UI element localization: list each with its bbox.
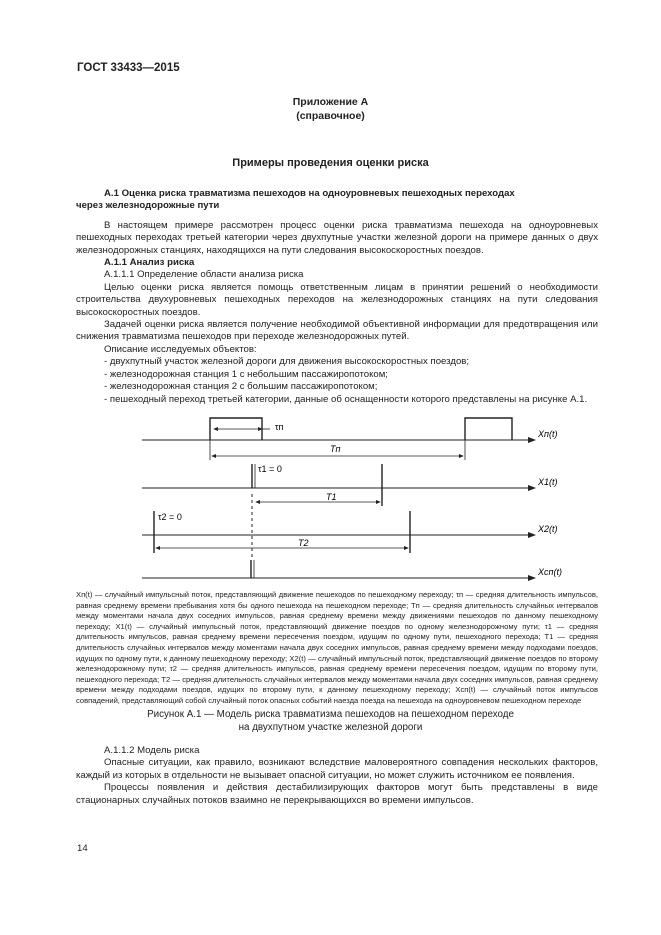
paragraph: Опасные ситуации, как правило, возникают вследствие маловероятного совпадения нескольких факторов, каждый из которых в отдельности не вызывает опасной ситуации, но может служить источником ее появления. (76, 757, 598, 781)
paragraph: В настоящем примере рассмотрен процесс оценки риска травматизма пешехода на одноуровневых пешеходных переходах третьей категории через двухпутные участки железной дороги на примере данных о двух железнодорожных станциях, находящихся на пути следования высокоскоростных поездов. (76, 219, 598, 256)
tau1-label: τ1 = 0 (258, 464, 282, 474)
section-a1-heading-line2: через железнодорожные пути (76, 200, 220, 212)
list-item: - двухпутный участок железной дороги для движения высокоскоростных поездов; (76, 356, 598, 368)
appendix-title: Приложение А (292, 96, 369, 108)
section-a1 (76, 188, 598, 406)
axis-xp-label: Xп(t) (538, 429, 558, 439)
list-item: - железнодорожная станция 1 с небольшим пассажиропотоком; (76, 369, 598, 381)
subsection-a111-heading: А.1.1.1 Определение области анализа риска (104, 269, 304, 281)
subsection-a11-heading: А.1.1 Анализ риска (104, 257, 195, 269)
paragraph: Процессы появления и действия дестабилизирующих факторов могут быть представлены в виде стационарных случайных потоков взаимно не перекрывающихся во времени импульсов. (76, 782, 598, 806)
axis-x1-label: X1(t) (538, 477, 558, 487)
list-item: - железнодорожная станция 2 с большим пассажиропотоком; (76, 381, 598, 393)
appendix-heading (0, 95, 661, 123)
T1-label: T1 (326, 492, 337, 502)
T2-label: T2 (298, 538, 309, 548)
document-title: Примеры проведения оценки риска (232, 157, 429, 169)
tau-p-label: τп (275, 422, 284, 432)
objects-list (76, 356, 598, 406)
paragraph: Описание исследуемых объектов: (104, 343, 257, 355)
paragraph: Задачей оценки риска является получение необходимой объективной информации для предотвращения или снижения травматизма пешеходов при переходе железнодорожных путей. (76, 319, 598, 343)
caption-line2: на двухпутном участке железной дороги (238, 721, 423, 733)
axis-x2-label: X2(t) (538, 524, 558, 534)
paragraph: Целью оценки риска является помощь ответственным лицам в принятии решений о необходимости строительства двухуровневых пешеходных переходов на железнодорожных станциях на пути следования высокоскоростных поездов. (76, 281, 598, 318)
figure-legend: Xп(t) — случайный импульсный поток, представляющий движение пешеходов по пешеходному переходу; τп — средняя длительность импульсов, равная среднему времени пребывания хотя бы одного пешехода на пешеходном переходе; Tп — средняя длительность случайных интервалов между моментами начала двух соседних импульсов, равная среднему времени между движениями пешеходов по данному пешеходному переходу; X1(t) — случайный импульсный поток, представляющий движение поездов по одному железнодорожному пути; τ1 — средняя длительность импульсов, равная среднему времени пересечения поездом, идущим по одному пути, пешеходного перехода; T1 — средняя длительность случайных интервалов между моментами начала двух соседних импульсов, равная среднему времени между подходами поездов, идущих по одному пути, к данному пешеходному переходу; X2(t) — случайный импульсный поток, представляющий движение поездов по второму железнодорожному пути; τ2 — средняя длительность импульсов, равная среднему времени пересечения поездом, идущим по второму пути, пешеходного перехода; T2 — средняя длительность случайных интервалов между моментами начала двух соседних импульсов, равная среднему времени между подходами поездов, идущих по второму пути, к данному пешеходному переходу; Xсп(t) — случайный поток импульсов совпадений, представляющий собой случайный поток опасных событий наезда поезда на пешехода на одноуровневом пешеходном переходе (76, 590, 598, 705)
T-p-label: Tп (330, 444, 341, 454)
pedestrian-pulse-2 (465, 418, 512, 440)
figure-caption (0, 709, 661, 735)
appendix-note: (справочное) (296, 110, 365, 122)
standard-header: ГОСТ 33433—2015 (77, 62, 180, 74)
list-item: - пешеходный переход третьей категории, данные об оснащенности которого представлены на рисунке А.1. (76, 394, 598, 406)
tau2-label: τ2 = 0 (158, 512, 182, 522)
axis-xsp-label: Xсп(t) (538, 567, 562, 577)
section-a1-heading-line1: А.1 Оценка риска травматизма пешеходов на одноуровневых пешеходных переходах (104, 188, 515, 199)
caption-line1: Рисунок А.1 — Модель риска травматизма пешеходов на пешеходном переходе (147, 709, 514, 720)
pulse-flow-diagram (130, 410, 570, 582)
subsection-a112-heading: А.1.1.2 Модель риска (104, 745, 200, 756)
page-number: 14 (77, 843, 88, 854)
section-a112 (76, 745, 598, 807)
